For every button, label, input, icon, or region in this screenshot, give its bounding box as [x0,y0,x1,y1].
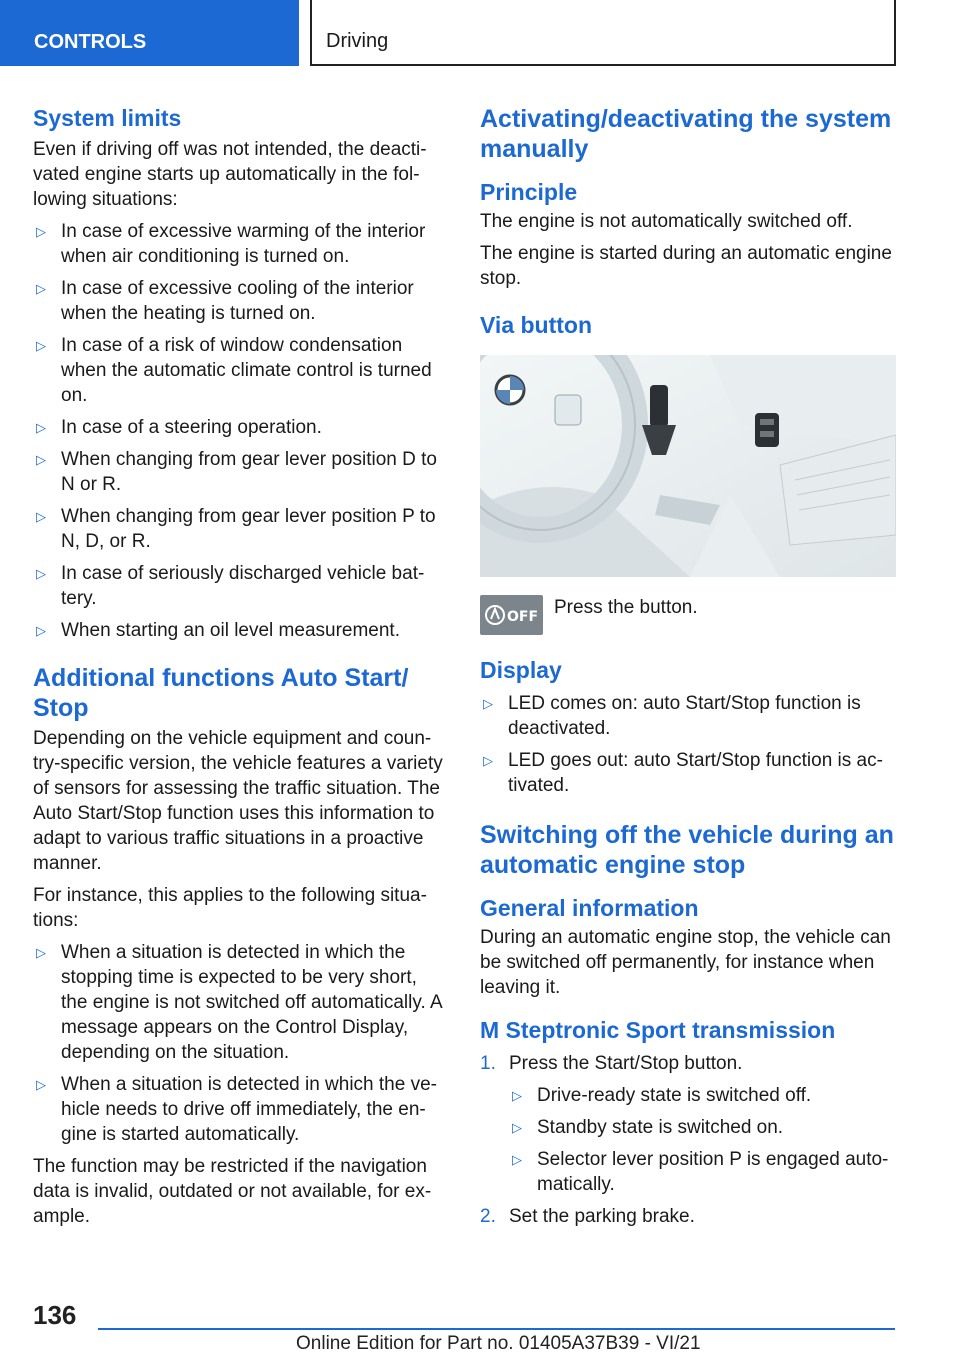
general-info-para: During an automatic engine stop, the vehicle can be switched off permanently, for instance when leaving it. [480,927,891,998]
press-button-text: Press the button. [554,597,698,618]
triangle-bullet-icon: ▷ [36,945,46,960]
auto-start-stop-off-icon [480,595,543,635]
list-item: ▷ When a situation is detected in which the stopping time is expected to be very short, the engine is not switched off automatically. A message appears on the Control Display, depending on the situation. [36,942,442,1063]
list-item: ▷ Standby state is switched on. [512,1117,784,1138]
list-item: ▷ LED comes on: auto Start/Stop function is deactivated. [483,693,861,739]
chapter-tab: Driving [310,0,896,66]
triangle-bullet-icon: ▷ [36,623,46,638]
list-item: ▷ When changing from gear lever position D to N or R. [36,449,437,495]
page-header [0,0,960,66]
page-number: 136 [33,1300,77,1330]
step-sublist [509,1083,896,1197]
list-item: ▷ When a situation is detected in which the ve-hicle needs to drive off immediately, the en-gine is started automatically. [36,1074,437,1145]
heading-general-information: General information [480,895,699,921]
cockpit-illustration [480,355,896,577]
list-item: ▷ When starting an oil level measurement. [36,620,400,641]
section-tab: CONTROLS [0,0,299,66]
additional-para-3: The function may be restricted if the navigation data is invalid, outdated or not available, for ex-ample. [33,1156,432,1227]
principle-para-1: The engine is not automatically switched off. [480,211,853,232]
triangle-bullet-icon: ▷ [36,1077,46,1092]
heading-display: Display [480,657,562,683]
list-item: ▷ In case of a steering operation. [36,417,322,438]
triangle-bullet-icon: ▷ [483,753,493,768]
list-item: ▷ When changing from gear lever position P to N, D, or R. [36,506,436,552]
list-item: ▷ In case of seriously discharged vehicle bat-tery. [36,563,425,609]
edition-text: Online Edition for Part no. 01405A37B39 - VI/21 [296,1333,701,1354]
triangle-bullet-icon: ▷ [512,1152,522,1167]
additional-list [33,940,443,1147]
step-item: 1. Press the Start/Stop button. ▷ Drive-ready state is switched off. ▷ Standby state is switched on. ▷ Selector lever position P is engaged auto-matically. [480,1051,896,1197]
heading-additional-functions: Additional functions Auto Start/ Stop [33,664,409,722]
left-column [33,100,443,1229]
principle-para-2: The engine is started during an automatic engine stop. [480,243,892,289]
footer-rule [98,1328,895,1330]
triangle-bullet-icon: ▷ [36,509,46,524]
heading-principle: Principle [480,179,578,205]
additional-para-2: For instance, this applies to the following situa-tions: [33,885,427,931]
step-item: 2. Set the parking brake. [480,1206,695,1227]
list-item: ▷ LED goes out: auto Start/Stop function is ac-tivated. [483,750,883,796]
steptronic-steps [480,1051,896,1229]
list-item: ▷ In case of excessive warming of the interior when air conditioning is turned on. [36,221,426,267]
triangle-bullet-icon: ▷ [483,696,493,711]
heading-manual-activation: Activating/deactivating the system manually [480,105,892,163]
triangle-bullet-icon: ▷ [36,420,46,435]
off-button-row [480,595,896,639]
heading-switching-off: Switching off the vehicle during an automatic engine stop [480,821,894,879]
list-item: ▷ Selector lever position P is engaged auto-matically. [512,1149,889,1195]
system-limits-list [33,219,443,643]
list-item: ▷ In case of a risk of window condensation when the automatic climate control is turned on. [36,335,432,406]
triangle-bullet-icon: ▷ [512,1088,522,1103]
off-icon-label: OFF [507,609,539,625]
right-column [480,100,896,1229]
heading-system-limits: System limits [33,105,182,131]
heading-via-button: Via button [480,312,593,338]
triangle-bullet-icon: ▷ [512,1120,522,1135]
triangle-bullet-icon: ▷ [36,224,46,239]
triangle-bullet-icon: ▷ [36,338,46,353]
system-limits-intro: Even if driving off was not intended, the deacti-vated engine starts up automatically in the fol-lowing situations: [33,139,427,210]
triangle-bullet-icon: ▷ [36,452,46,467]
additional-para-1: Depending on the vehicle equipment and coun-try-specific version, the vehicle features a variety of sensors for assessing the traffic situation. The Auto Start/Stop function uses this information to adapt to various traffic situations in a proactive manner. [33,728,443,874]
triangle-bullet-icon: ▷ [36,566,46,581]
list-item: ▷ Drive-ready state is switched off. [512,1085,812,1106]
triangle-bullet-icon: ▷ [36,281,46,296]
display-list [480,691,896,798]
list-item: ▷ In case of excessive cooling of the interior when the heating is turned on. [36,278,414,324]
heading-steptronic: M Steptronic Sport transmission [480,1017,836,1043]
